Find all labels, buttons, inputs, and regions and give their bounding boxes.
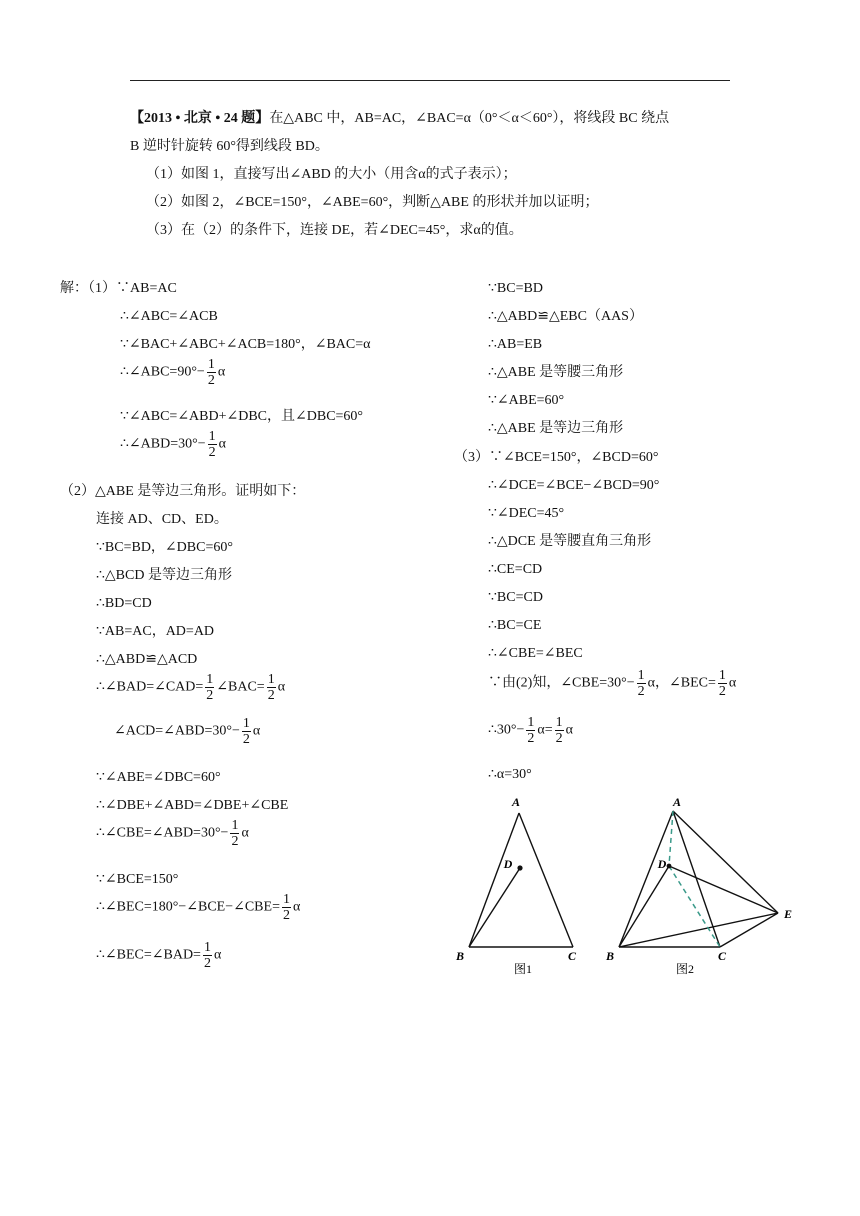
line-text: ∵AB=AC <box>116 281 177 296</box>
solution-line-3: ∵∠BAC+∠ABC+∠ACB=180°，∠BAC=α <box>120 337 371 352</box>
alpha-symbol: α <box>292 899 301 915</box>
right-line-1: ∵BC=BD <box>488 281 543 296</box>
right-line-16 <box>488 715 573 746</box>
solution-line-19 <box>96 892 300 923</box>
label-a: A <box>672 795 682 809</box>
line-text: ∴30°− <box>488 722 525 738</box>
solution-line-5: ∵∠ABC=∠ABD+∠DBC，且∠DBC=60° <box>120 409 364 424</box>
numerator: 1 <box>267 672 275 687</box>
problem-source: 【2013 • 北京 • 24 题】 <box>130 111 270 126</box>
line-text: ∵由(2)知，∠CBE=30°− <box>488 675 635 691</box>
figure-2 <box>600 790 800 985</box>
segment-bd <box>619 866 669 947</box>
solution-line-16: ∴∠DBE+∠ABD=∠DBE+∠CBE <box>96 798 289 813</box>
right-line-15 <box>488 668 736 699</box>
fraction-half <box>207 357 216 388</box>
right-line-8: ∴∠DCE=∠BCE−∠BCD=90° <box>488 478 660 493</box>
label-c: C <box>717 949 727 963</box>
segment-ce <box>720 913 778 947</box>
line-text: ∴∠BEC=∠BAD= <box>96 947 201 963</box>
line-text: ∴∠ABC=90°− <box>120 364 205 380</box>
solution-line-11: ∵AB=AC，AD=AD <box>96 624 215 639</box>
right-line-13: ∴BC=CE <box>488 618 542 633</box>
line-text: ∴∠ABD=30°− <box>120 436 206 452</box>
segment-ac <box>519 813 573 947</box>
denominator: 2 <box>203 956 211 971</box>
denominator: 2 <box>555 731 563 746</box>
label-c: C <box>567 949 577 963</box>
right-line-5: ∵∠ABE=60° <box>488 393 565 408</box>
problem-stem-line1 <box>130 110 669 128</box>
question-1: （1）如图 1，直接写出∠ABD 的大小（用含α的式子表示）； <box>146 167 517 182</box>
part2-heading: （2）△ABE 是等边三角形。证明如下： <box>60 484 306 499</box>
label-b: B <box>455 949 465 963</box>
right-line-2: ∴△ABD≌△EBC（AAS） <box>488 309 643 324</box>
figure-1-caption: 图1 <box>513 962 533 976</box>
solution-line-15: ∵∠ABE=∠DBC=60° <box>96 770 221 785</box>
denominator: 2 <box>242 732 250 747</box>
solution-line-10: ∴BD=CD <box>96 596 152 611</box>
solution-line-9: ∴△BCD 是等边三角形 <box>96 568 232 583</box>
right-line-14: ∴∠CBE=∠BEC <box>488 646 583 661</box>
solution-line-8: ∵BC=BD，∠DBC=60° <box>96 540 233 555</box>
right-line-12: ∵BC=CD <box>488 590 543 605</box>
alpha-symbol: α <box>217 364 226 380</box>
line-text: α= <box>537 722 553 738</box>
solution-line-1 <box>60 280 177 298</box>
solution-line-12: ∴△ABD≌△ACD <box>96 652 198 667</box>
fraction-half <box>242 716 251 747</box>
numerator: 1 <box>527 715 535 730</box>
solution-line-14 <box>114 716 260 747</box>
right-line-11: ∴CE=CD <box>488 562 543 577</box>
denominator: 2 <box>267 688 275 703</box>
alpha-symbol: α <box>213 947 222 963</box>
denominator: 2 <box>637 684 645 699</box>
denominator: 2 <box>718 684 726 699</box>
label-e: E <box>783 907 793 921</box>
fraction-half <box>208 429 217 460</box>
right-line-3: ∴AB=EB <box>488 337 543 352</box>
alpha-symbol: α <box>565 722 573 738</box>
numerator: 1 <box>206 672 214 687</box>
question-2: （2）如图 2，∠BCE=150°，∠ABE=60°，判断△ABE 的形状并加以证明； <box>146 195 599 210</box>
right-line-10: ∴△DCE 是等腰直角三角形 <box>488 534 652 549</box>
point-d <box>517 865 522 870</box>
solution-line-2: ∴∠ABC=∠ACB <box>120 309 218 324</box>
label-b: B <box>605 949 615 963</box>
fraction-half <box>555 715 564 746</box>
question-3: （3）在（2）的条件下，连接 DE，若∠DEC=45°，求α的值。 <box>146 223 523 238</box>
solution-line-13 <box>96 672 285 703</box>
fraction-half <box>637 668 646 699</box>
numerator: 1 <box>231 818 239 833</box>
label-d: D <box>657 857 667 871</box>
fraction-half <box>203 940 212 971</box>
right-line-9: ∵∠DEC=45° <box>488 506 565 521</box>
numerator: 1 <box>208 429 216 444</box>
denominator: 2 <box>231 834 239 849</box>
label-a: A <box>511 795 521 809</box>
part3-tag: （3） <box>454 450 489 465</box>
solution-line-18: ∵∠BCE=150° <box>96 872 179 887</box>
triangle-abc <box>469 813 573 947</box>
solution-line-17 <box>96 818 249 849</box>
figure-2-caption: 图2 <box>675 962 695 976</box>
alpha-symbol: α <box>218 436 226 452</box>
numerator: 1 <box>282 892 290 907</box>
line-text: ∴∠BAD=∠CAD= <box>96 679 204 695</box>
line-text: α，∠BEC= <box>647 675 716 691</box>
numerator: 1 <box>207 357 215 372</box>
line-text: ∠ACD=∠ABD=30°− <box>114 723 240 739</box>
fraction-half <box>230 818 239 849</box>
fraction-half <box>526 715 535 746</box>
right-line-4: ∴△ABE 是等腰三角形 <box>488 365 624 380</box>
line-text: ∵∠BCE=150°，∠BCD=60° <box>489 450 659 465</box>
fraction-half <box>282 892 291 923</box>
point-d <box>667 864 672 869</box>
alpha-symbol: α <box>728 675 737 691</box>
denominator: 2 <box>208 445 216 460</box>
numerator: 1 <box>242 716 250 731</box>
header-rule <box>130 80 730 81</box>
denominator: 2 <box>206 688 214 703</box>
right-line-7 <box>454 449 658 467</box>
problem-stem-1: 在△ABC 中，AB=AC，∠BAC=α（0°＜α＜60°），将线段 BC 绕点 <box>269 111 670 126</box>
solution-line-7: 连接 AD、CD、ED。 <box>96 512 228 527</box>
solution-label: 解： <box>60 281 88 296</box>
segment-ab <box>619 811 673 947</box>
denominator: 2 <box>527 731 535 746</box>
numerator: 1 <box>718 668 726 683</box>
line-text: ∴∠CBE=∠ABD=30°− <box>96 825 229 841</box>
solution-line-6 <box>120 429 226 460</box>
fraction-half <box>205 672 214 703</box>
segment-de <box>669 866 778 913</box>
figure-1 <box>448 790 588 985</box>
numerator: 1 <box>637 668 645 683</box>
problem-stem-line2: B 逆时针旋转 60°得到线段 BD。 <box>130 139 329 154</box>
alpha-symbol: α <box>252 723 261 739</box>
right-line-6: ∴△ABE 是等边三角形 <box>488 421 624 436</box>
figure-2-lines <box>619 811 778 947</box>
line-text: ∴∠BEC=180°−∠BCE−∠CBE= <box>96 899 280 915</box>
denominator: 2 <box>282 908 290 923</box>
numerator: 1 <box>203 940 211 955</box>
alpha-symbol: α <box>277 679 286 695</box>
alpha-symbol: α <box>241 825 249 841</box>
part1-tag: （1） <box>88 281 116 296</box>
solution-line-4 <box>120 357 225 388</box>
segment-be <box>619 913 778 947</box>
numerator: 1 <box>555 715 563 730</box>
right-line-17: ∴α=30° <box>488 767 532 782</box>
label-d: D <box>503 857 513 871</box>
solution-line-20 <box>96 940 221 971</box>
denominator: 2 <box>207 373 215 388</box>
fraction-half <box>267 672 276 703</box>
fraction-half <box>718 668 727 699</box>
line-text: ∠BAC= <box>216 679 265 695</box>
